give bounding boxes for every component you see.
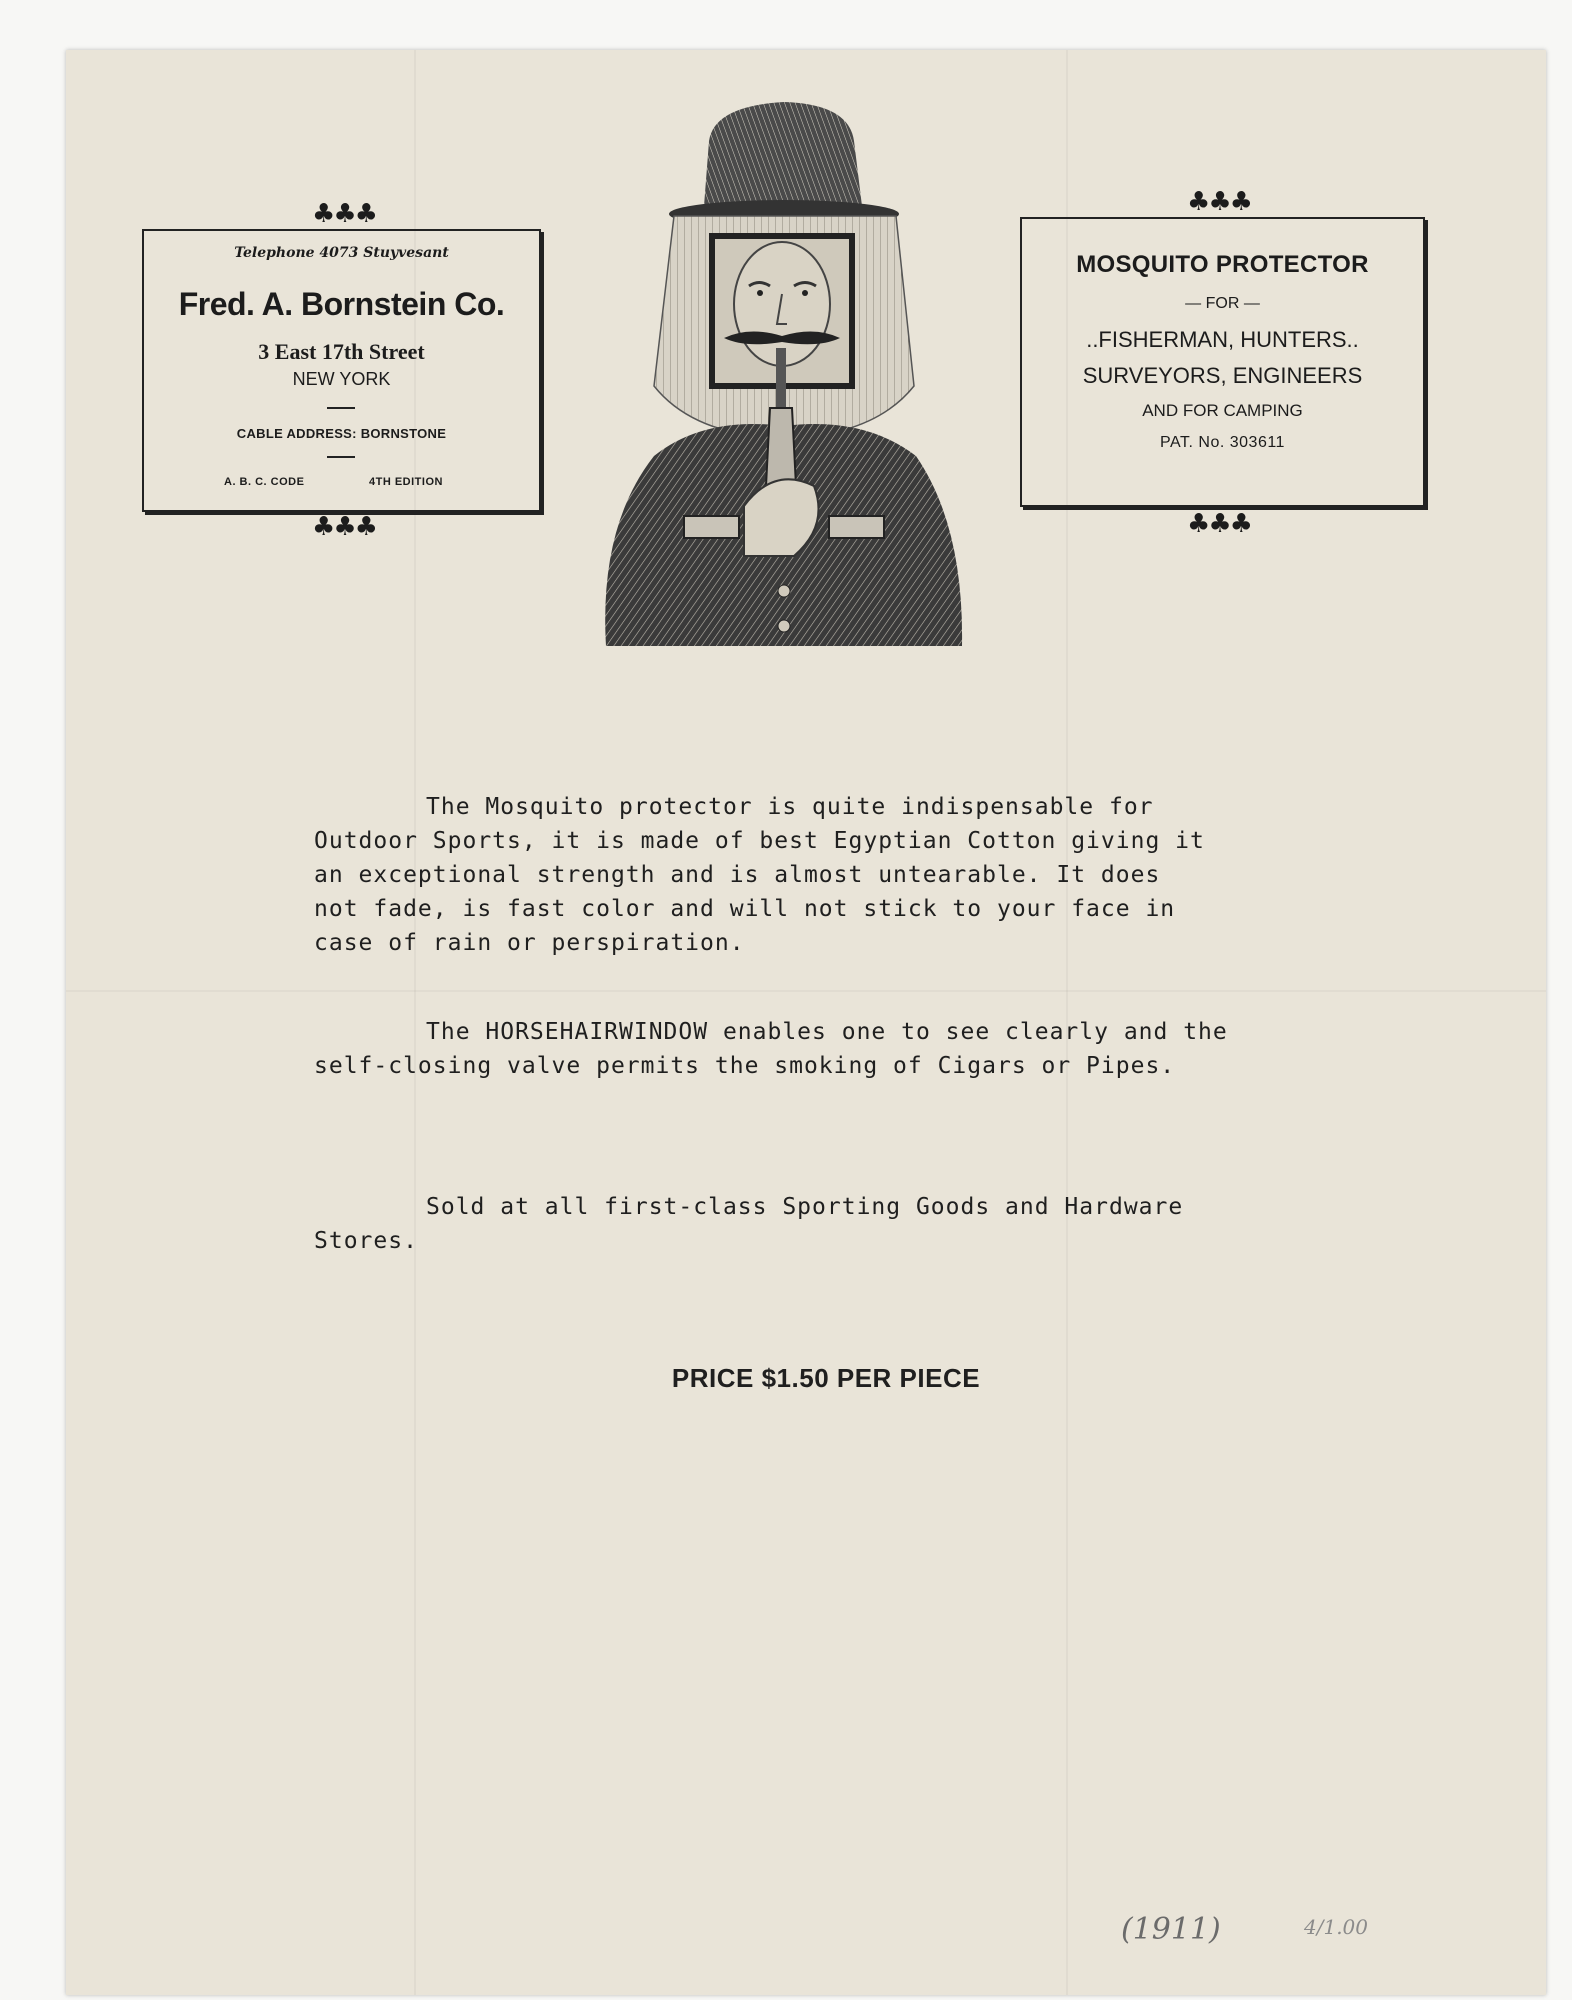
patent-number: PAT. No. 303611 [1160,434,1285,451]
body-paragraph [314,1015,1314,1083]
handwritten-year: (1911) [1121,1912,1221,1947]
paragraph-text: The Mosquito protector is quite indispensable for Outdoor Sports, it is made of best Egyptian Cotton giving it an exceptional strength and is almost untearable. It does not fade, is fast color and will not stick to your face in case of rain or perspiration. [314,794,1205,956]
product-title: MOSQUITO PROTECTOR [1076,251,1369,278]
product-letterhead-box [1020,217,1425,507]
divider [327,456,355,458]
city: NEW YORK [292,369,391,389]
paragraph-text: Sold at all first-class Sporting Goods and Hardware Stores. [314,1194,1184,1254]
for-label: — FOR — [1185,295,1260,312]
letter-sheet [66,50,1546,1995]
clubs-ornament-icon: ♣♣♣ [1187,187,1251,217]
street-address: 3 East 17th Street [258,339,425,364]
audience-line: ..FISHERMAN, HUNTERS.. [1086,327,1359,352]
audience-line: AND FOR CAMPING [1142,401,1303,420]
mosquito-protector-illustration [544,86,1024,646]
paragraph-text: The HORSEHAIRWINDOW enables one to see clearly and the self-closing valve permits the smoking of Cigars or Pipes. [314,1019,1228,1079]
clubs-ornament-icon: ♣♣♣ [312,199,376,229]
clubs-ornament-icon: ♣♣♣ [312,512,376,542]
body-paragraph [314,1190,1314,1258]
company-letterhead-box [142,229,541,512]
price-line: PRICE $1.50 PER PIECE [671,1363,981,1393]
cable-address: CABLE ADDRESS: BORNSTONE [236,426,447,441]
handwritten-price: 4/1.00 [1304,1915,1368,1939]
abc-code: A. B. C. CODE [224,476,305,488]
telephone-line: Telephone 4073 Stuyvesant [234,245,449,261]
divider [327,407,355,409]
fold-line [66,990,1546,992]
clubs-ornament-icon: ♣♣♣ [1187,509,1251,539]
audience-line: SURVEYORS, ENGINEERS [1082,363,1363,388]
body-paragraph [314,790,1314,960]
company-name: Fred. A. Bornstein Co. [178,286,505,322]
edition: 4TH EDITION [369,476,443,488]
